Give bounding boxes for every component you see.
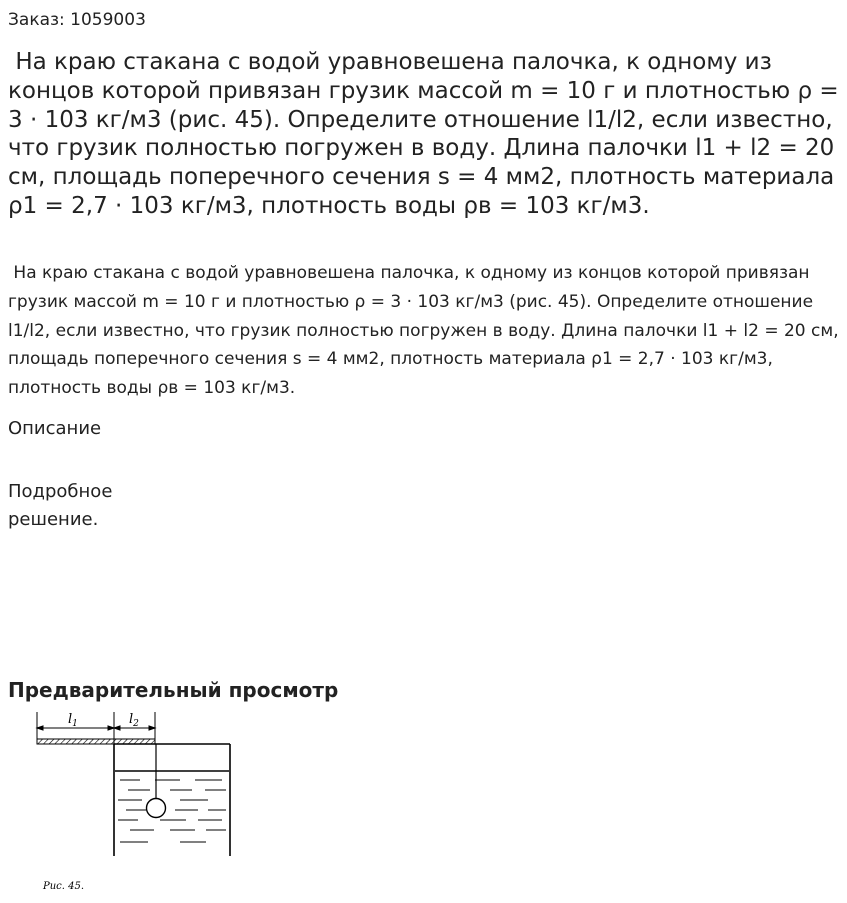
figure-caption: Рис. 45. <box>43 881 85 892</box>
description-label: Описание <box>8 418 102 439</box>
task-text-small: На краю стакана с водой уравновешена палочка, к одному из концов которой привязан грузик массой m = 10 г и плотностью ρ = 3 · 103 кг/м3 (рис. 45). Определите отношение l1/l2, если известно, что грузик полностью погружен в воду. Длина палочки l1 + l2 = 20 см, площадь поперечного сечения s = 4 мм2, плотность материала ρ1 = 2,7 · 103 кг/м3, плотность воды ρв = 103 кг/м3. <box>8 263 844 399</box>
order-number: Заказ: 1059003 <box>8 10 146 30</box>
weight <box>147 799 166 818</box>
figure-45-drawing <box>30 706 240 896</box>
solution-text: Подробное решение. <box>8 481 113 530</box>
water-dashes <box>118 780 226 842</box>
label-l1: $l_1$ <box>68 712 78 729</box>
task-text-large: На краю стакана с водой уравновешена палочка, к одному из концов которой привязан грузик массой m = 10 г и плотностью ρ = 3 · 103 кг/м3 (рис. 45). Определите отношение l1/l2, если известно, что грузик полностью погружен в воду. Длина палочки l1 + l2 = 20 см, площадь поперечного сечения s = 4 мм2, плотность материала ρ1 = 2,7 · 103 кг/м3, плотность воды ρв = 103 кг/м3. <box>8 49 846 219</box>
preview-title: Предварительный просмотр <box>8 678 339 702</box>
figure-45 <box>30 706 240 896</box>
label-l2: $l_2$ <box>129 712 139 729</box>
